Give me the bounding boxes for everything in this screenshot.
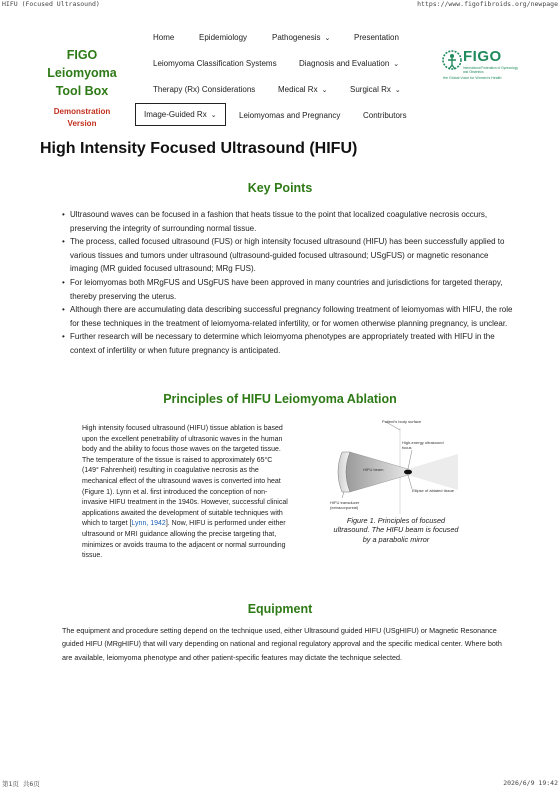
list-item: • Further research will be necessary to determine which leiomyoma phenotypes are appropriately treated with HIFU in the context of infertility or when future pregnancy is anticipated. [62,330,514,357]
chevron-down-icon: ⌄ [394,87,401,94]
label-body-surface: Patient's body surface [382,419,422,424]
principles-text-after: ]. Now, HIFU is performed under either ultrasound or MRI guidance allowing the precise targeting that, minimizes or avoids trauma to the adjacent or normal surrounding tissue. [82,520,286,560]
nav-contributors-label: Contributors [363,111,407,120]
nav-pregnancy-label: Leiomyomas and Pregnancy [239,111,341,120]
nav-medical-label: Medical Rx [278,85,318,94]
key-points-list [62,208,514,358]
nav-epidemiology[interactable] [199,33,247,42]
equipment-text: The equipment and procedure setting depend on the technique used, either Ultrasound guided HIFU (USgHIFU) or Magnetic Resonance guided HIFU (MRgHIFU) that will vary depending on national and regional regulatory approval and the specific medical center. Where both are available, leiomyoma phenotype and other patient-specific features may dictate the technique selected. [62,626,502,662]
print-url: https://www.figofibroids.org/newpage [417,0,558,8]
nav-therapy-label: Therapy (Rx) Considerations [153,85,256,94]
equipment-heading: Equipment [247,602,313,616]
nav-medical[interactable] [278,85,327,94]
demo-line-1: Demonstration [53,107,111,116]
chevron-down-icon: ⌄ [393,61,400,68]
chevron-down-icon: ⌄ [324,35,331,42]
key-points-heading: Key Points [247,181,313,195]
nav-contributors[interactable] [363,111,407,120]
nav-diagnosis[interactable] [299,59,399,68]
nav-pathogenesis-label: Pathogenesis [272,33,321,42]
label-focus: High-energy ultrasound focus [402,440,444,450]
beam-spread-shape [408,454,458,490]
nav-surgical-label: Surgical Rx [350,85,391,94]
nav-diagnosis-label: Diagnosis and Evaluation [299,59,390,68]
site-brand[interactable] [46,46,118,130]
ablation-focus-ellipse [404,470,412,475]
list-item: • For leiomyomas both MRgFUS and USgFUS have been approved in many countries and jurisdictions for targeted therapy, thereby preserving the uterus. [62,276,514,303]
print-title: HIFU (Focused Ultrasound) [2,0,100,8]
print-header [0,0,560,9]
hifu-beam-shape [346,452,408,492]
nav-home-label: Home [153,33,175,42]
demo-line-2: Version [67,119,97,128]
nav-image-guided-label: Image-Guided Rx [144,110,207,119]
label-ellipse: Ellipse of ablated tissue [412,488,455,493]
citation-link[interactable]: Lynn, 1942 [131,520,166,528]
nav-presentation[interactable] [354,33,399,42]
print-page-number: 第1页 共6页 [2,780,40,788]
nav-classification[interactable] [153,59,277,68]
brand-line-1: FIGO [66,48,98,62]
figure-caption: Figure 1. Principles of focused ultrasound. The HIFU beam is focused by a parabolic mirror [333,516,459,544]
figo-emblem-icon [441,48,463,76]
nav-pregnancy[interactable] [239,111,340,120]
nav-epidemiology-label: Epidemiology [199,33,248,42]
nav-classification-label: Leiomyoma Classification Systems [153,59,277,68]
nav-pathogenesis[interactable] [272,33,330,42]
principles-heading: Principles of HIFU Leiomyoma Ablation [163,392,397,406]
label-hifu-beam: HIFU beam [363,467,384,472]
figo-logo-word: FIGO [463,48,502,65]
figo-logo-tagline: the Global Voice for Women's Health [443,76,502,80]
nav-image-guided[interactable] [135,103,226,126]
chevron-down-icon: ⌄ [321,87,328,94]
demo-badge [46,106,118,130]
figo-logo[interactable] [441,48,521,88]
chevron-down-icon: ⌄ [210,112,217,119]
page-title: High Intensity Focused Ultrasound (HIFU) [40,140,358,157]
figo-logo-subtitle: International Federation of Gynecology and Obstetrics [463,66,518,74]
list-item: • The process, called focused ultrasound (FUS) or high intensity focused ultrasound (HIFU) has been successfully applied to various tissues and tumors under ultrasound (ultrasound-guided focused ultrasound; USgFUS) or magnetic resonance imaging (MR guided focused ultrasound; MRg FUS). [62,235,514,276]
principles-text [82,424,288,562]
print-datetime: 2026/6/9 19:42 [503,779,558,787]
list-item: • Although there are accumulating data describing successful pregnancy following treatment of leiomyomas with HIFU, the role for these techniques in the treatment of leiomyoma-related infertility, or for women otherwise planning pregnancy, is unclear. [62,303,514,330]
nav-surgical[interactable] [350,85,401,94]
list-item: • Ultrasound waves can be focused in a fashion that heats tissue to the point that localized coagulative necrosis occurs, preserving the integrity of surrounding normal tissue. [62,208,514,235]
label-transducer: HIFU transducer (extracorporeal) [330,500,360,510]
hifu-figure [328,414,468,518]
principles-text-before: High intensity focused ultrasound (HIFU) tissue ablation is based upon the excellent penetrability of ultrasonic waves in the human body and the ability to focus those waves on the targeted tissue. The temperature of the tissue is raised to approximately 65°C (149° Fahrenheit) resulting in coagulative necrosis as the mechanical effect of the ultrasound waves is converted into heat (Figure 1). Lynn et al. first introduced the conception of non-invasive HIFU treatment in the 1940s. However, successful clinical applications awaited the development of suitable techniques with which to target [ [82,425,288,528]
nav-home[interactable] [153,33,174,42]
nav-therapy[interactable] [153,85,255,94]
print-footer [0,779,560,788]
nav-presentation-label: Presentation [354,33,399,42]
brand-line-2: Leiomyoma [47,66,117,80]
brand-line-3: Tool Box [55,84,109,98]
